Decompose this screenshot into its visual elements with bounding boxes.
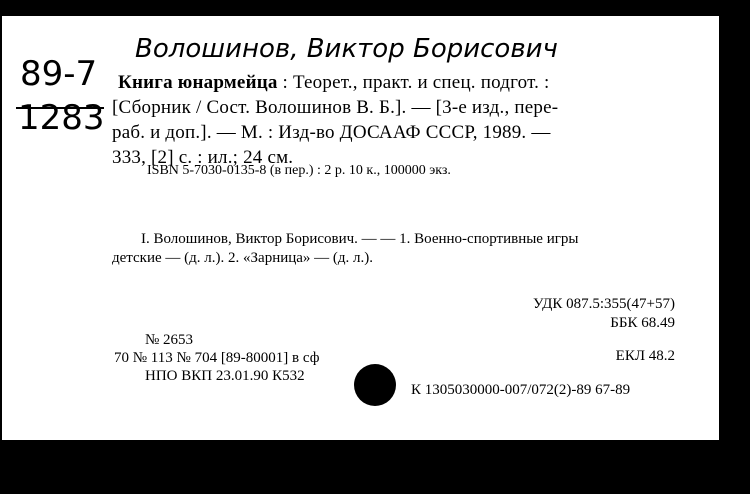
entry-line-2: [Сборник / Сост. Волошинов В. Б.]. — [3-е изд., пере-	[112, 97, 559, 118]
title-subtitle: : Теорет., практ. и спец. подгот. :	[277, 72, 550, 93]
npo-line: НПО ВКП 23.01.90 К532	[145, 368, 305, 384]
isbn-line: ISBN 5-7030-0135-8 (в пер.) : 2 р. 10 к., 100000 экз.	[147, 163, 451, 178]
bbk-code: ББК 68.49	[610, 315, 675, 331]
tracing-line-1: I. Волошинов, Виктор Борисович. — — 1. Военно-спортивные игры	[141, 231, 579, 247]
udk-code: УДК 087.5:355(47+57)	[533, 296, 675, 312]
book-title: Книга юнармейца	[118, 72, 278, 93]
inventory-number: № 2653	[145, 332, 194, 348]
entry-line-1	[118, 72, 550, 94]
ekl-code: ЕКЛ 48.2	[615, 348, 675, 364]
call-number-bottom: 1283	[18, 98, 105, 138]
handwritten-author: Волошинов, Виктор Борисович	[135, 34, 558, 64]
order-line: 70 № 113 № 704 [89-80001] в сф	[114, 350, 320, 366]
entry-line-3: раб. и доп.]. — М. : Изд-во ДОСААФ СССР, 1989. —	[112, 122, 551, 143]
k-code: К 1305030000-007/072(2)-89 67-89	[411, 382, 631, 398]
call-number-top: 89-7	[20, 54, 98, 94]
entry-line-4: 333, [2] с. : ил.; 24 см.	[112, 147, 294, 168]
tracing-line-2: детские — (д. л.). 2. «Зарница» — (д. л.).	[112, 250, 374, 266]
punch-hole	[354, 364, 396, 406]
